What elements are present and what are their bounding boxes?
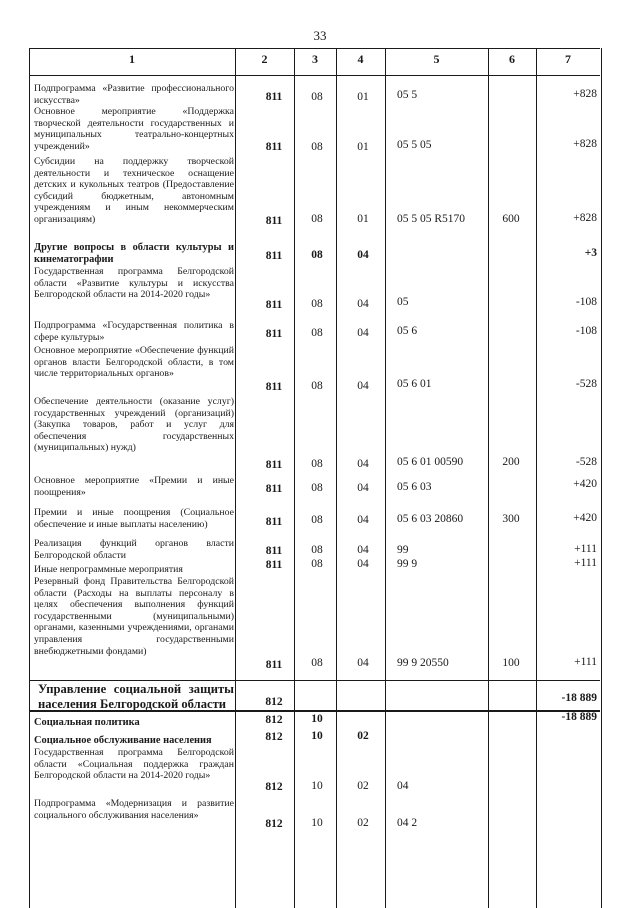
row-description: Подпрограмма «Модернизация и развитие социального обслуживания населения» [34, 798, 234, 821]
row-description: Подпрограмма «Развитие профессионального искусства» [34, 83, 234, 106]
cell-admin-code: 811 [265, 91, 283, 103]
row-description: Иные непрограммные мероприятия [34, 564, 183, 575]
cell-target-article: 04 [397, 780, 409, 792]
cell-admin-code: 811 [265, 545, 283, 557]
cell-admin-code: 811 [265, 559, 283, 571]
cell-subsection: 01 [357, 91, 369, 103]
header-bottom-border [29, 75, 600, 76]
cell-admin-code: 812 [265, 818, 283, 830]
cell-admin-code: 811 [265, 459, 283, 471]
cell-expense-type: 100 [502, 657, 520, 669]
cell-admin-code: 811 [265, 215, 283, 227]
cell-admin-code: 811 [265, 328, 283, 340]
section-divider [29, 680, 600, 681]
cell-amount: +828 [573, 212, 597, 224]
cell-admin-code: 811 [265, 659, 283, 671]
cell-section: 08 [311, 514, 323, 526]
cell-section: 10 [311, 817, 323, 829]
cell-section: 10 [311, 780, 323, 792]
cell-admin-code: 811 [265, 141, 283, 153]
cell-target-article: 05 6 01 00590 [397, 456, 464, 468]
cell-section: 08 [311, 249, 323, 261]
cell-section: 08 [311, 91, 323, 103]
cell-subsection: 01 [357, 141, 369, 153]
cell-amount: -108 [575, 296, 597, 308]
cell-expense-type: 600 [502, 213, 520, 225]
cell-admin-code: 812 [265, 781, 283, 793]
section-heading: Управление социальной защиты населения Белгородской области [38, 682, 234, 711]
cell-section: 10 [311, 730, 323, 742]
page-number: 33 [313, 28, 327, 43]
cell-admin-code: 811 [265, 299, 283, 311]
cell-section: 08 [311, 213, 323, 225]
cell-expense-type: 200 [502, 456, 520, 468]
row-description: Подпрограмма «Государственная политика в сфере культуры» [34, 320, 234, 343]
cell-amount: +111 [574, 656, 597, 668]
cell-subsection: 04 [357, 249, 369, 261]
cell-target-article: 04 2 [397, 817, 418, 829]
cell-amount: -528 [575, 456, 597, 468]
cell-subsection: 04 [357, 458, 369, 470]
column-divider [336, 48, 337, 908]
row-description: Другие вопросы в области культуры и кинематографии [34, 242, 234, 265]
cell-expense-type: 300 [502, 513, 520, 525]
cell-section: 08 [311, 141, 323, 153]
cell-target-article: 05 5 05 [397, 139, 432, 151]
cell-section: 08 [311, 458, 323, 470]
cell-admin-code: 812 [265, 714, 283, 726]
cell-subsection: 04 [357, 327, 369, 339]
cell-subsection: 04 [357, 298, 369, 310]
cell-section: 08 [311, 558, 323, 570]
cell-admin-code: 811 [265, 381, 283, 393]
cell-admin-code: 812 [265, 731, 283, 743]
cell-amount: -108 [575, 325, 597, 337]
row-description: Премии и иные поощрения (Социальное обеспечение и иные выплаты населению) [34, 507, 234, 530]
cell-section: 08 [311, 327, 323, 339]
cell-subsection: 02 [357, 817, 369, 829]
row-description: Реализация функций органов власти Белгородской области [34, 538, 234, 561]
cell-section: 08 [311, 298, 323, 310]
cell-amount: +3 [584, 247, 597, 259]
cell-amount: +420 [573, 512, 597, 524]
cell-amount: +828 [573, 88, 597, 100]
row-description: Основное мероприятие «Поддержка творческой деятельности государственных и муниципальных театрально-концертных учреждений» [34, 106, 234, 152]
cell-section: 08 [311, 380, 323, 392]
cell-target-article: 05 6 01 [397, 378, 432, 390]
cell-subsection: 02 [357, 780, 369, 792]
cell-section: 08 [311, 657, 323, 669]
cell-section: 10 [311, 713, 323, 725]
cell-amount: -18 889 [561, 692, 597, 704]
cell-target-article: 99 9 [397, 558, 418, 570]
cell-subsection: 04 [357, 514, 369, 526]
cell-subsection: 04 [357, 544, 369, 556]
column-divider [235, 48, 236, 908]
cell-amount: -18 889 [561, 711, 597, 723]
row-description: Субсидии на поддержку творческой деятельности и техническое оснащение детских и кукольных театров (Предоставление субсидий бюджетным, автономным учреждениям и иным некоммерческим организациям) [34, 156, 234, 225]
cell-subsection: 04 [357, 558, 369, 570]
cell-target-article: 05 5 [397, 89, 418, 101]
column-divider [294, 48, 295, 908]
row-description: Основное мероприятие «Обеспечение функций органов власти Белгородской области, в том числе территориальных органов» [34, 345, 234, 380]
cell-target-article: 05 6 03 20860 [397, 513, 464, 525]
cell-amount: +111 [574, 557, 597, 569]
cell-subsection: 01 [357, 213, 369, 225]
cell-admin-code: 811 [265, 483, 283, 495]
cell-subsection: 02 [357, 730, 369, 742]
row-description: Государственная программа Белгородской области «Развитие культуры и искусства Белгородской области на 2014-2020 годы» [34, 266, 234, 301]
column-divider [488, 48, 489, 908]
column-divider [385, 48, 386, 908]
cell-subsection: 04 [357, 482, 369, 494]
cell-target-article: 05 6 [397, 325, 418, 337]
cell-amount: +828 [573, 138, 597, 150]
cell-target-article: 05 5 05 R5170 [397, 213, 466, 225]
header-col-1: 1 [129, 52, 135, 66]
cell-admin-code: 812 [265, 696, 283, 708]
row-description: Социальная политика [34, 717, 140, 728]
cell-subsection: 04 [357, 657, 369, 669]
cell-section: 08 [311, 544, 323, 556]
header-col-3: 3 [312, 52, 318, 66]
cell-target-article: 99 9 20550 [397, 657, 449, 669]
row-description: Обеспечение деятельности (оказание услуг) государственных учреждений (организаций) (Закупка товаров, работ и услуг для обеспечения государственных (муниципальных) нужд) [34, 396, 234, 454]
cell-admin-code: 811 [265, 516, 283, 528]
cell-subsection: 04 [357, 380, 369, 392]
header-col-7: 7 [565, 52, 571, 66]
cell-section: 08 [311, 482, 323, 494]
cell-target-article: 05 [397, 296, 409, 308]
row-description: Резервный фонд Правительства Белгородской области (Расходы на выплаты персоналу в целях обеспечения выполнения функций государственными (муниципальными) органами, казенными учреждениями, органами управления государственными внебюджетными фондами) [34, 576, 234, 657]
row-description: Социальное обслуживание населения [34, 735, 212, 746]
cell-target-article: 05 6 03 [397, 481, 432, 493]
table-top-border [29, 48, 600, 49]
cell-admin-code: 811 [265, 250, 283, 262]
header-col-6: 6 [509, 52, 515, 66]
header-col-4: 4 [357, 52, 364, 66]
cell-amount: -528 [575, 378, 597, 390]
cell-amount: +111 [574, 543, 597, 555]
cell-target-article: 99 [397, 544, 409, 556]
header-col-2: 2 [261, 52, 268, 66]
cell-amount: +420 [573, 478, 597, 490]
header-col-5: 5 [433, 52, 440, 66]
row-description: Основное мероприятие «Премии и иные поощрения» [34, 475, 234, 498]
row-description: Государственная программа Белгородской области «Социальная поддержка граждан Белгородской области на 2014-2020 годы» [34, 747, 234, 782]
